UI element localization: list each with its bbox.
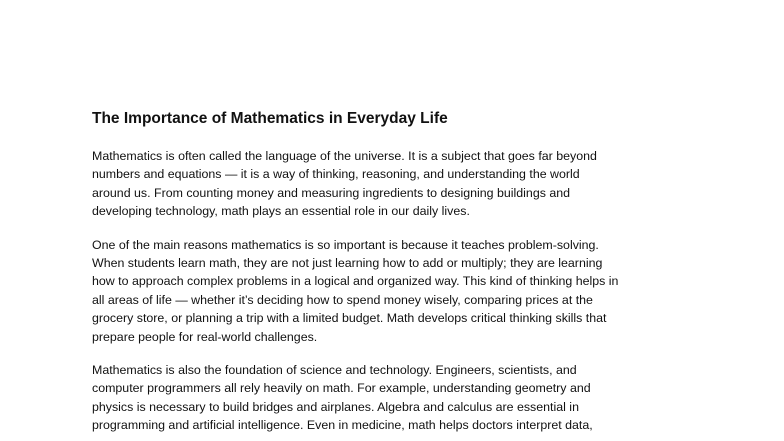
- paragraph-line: all areas of life — whether it’s deciding how to spend money wisely, comparing prices at the: [92, 292, 593, 307]
- paragraph-line: grocery store, or planning a trip with a limited budget. Math develops critical thinking skills that: [92, 311, 607, 326]
- paragraph-line: computer programmers all rely heavily on math. For example, understanding geometry and: [92, 381, 591, 396]
- paragraph-line: Mathematics is also the foundation of science and technology. Engineers, scientists, and: [92, 363, 577, 378]
- paragraph-line: When students learn math, they are not just learning how to add or multiply; they are learning: [92, 256, 603, 271]
- paragraph-3: [92, 361, 702, 435]
- paragraph-line: around us. From counting money and measuring ingredients to designing buildings and: [92, 185, 571, 200]
- paragraph-line: numbers and equations — it is a way of thinking, reasoning, and understanding the world: [92, 167, 580, 182]
- paragraph-line: how to approach complex problems in a logical and organized way. This kind of thinking helps in: [92, 274, 619, 289]
- paragraph-line: developing technology, math plays an essential role in our daily lives.: [92, 204, 470, 219]
- paragraph-line: prepare people for real-world challenges.: [92, 329, 318, 344]
- document-body: [92, 109, 702, 441]
- document-title: The Importance of Mathematics in Everyday Life: [92, 110, 448, 127]
- paragraph-1: [92, 147, 702, 221]
- paragraph-line: One of the main reasons mathematics is so important is because it teaches problem-solving.: [92, 237, 599, 252]
- paragraph-line: Mathematics is often called the language of the universe. It is a subject that goes far beyond: [92, 149, 597, 163]
- paragraph-line: physics is necessary to build bridges and airplanes. Algebra and calculus are essential in: [92, 399, 579, 414]
- paragraph-2: [92, 236, 702, 346]
- paragraph-line: programming and artificial intelligence. Even in medicine, math helps doctors interpret data,: [92, 418, 593, 433]
